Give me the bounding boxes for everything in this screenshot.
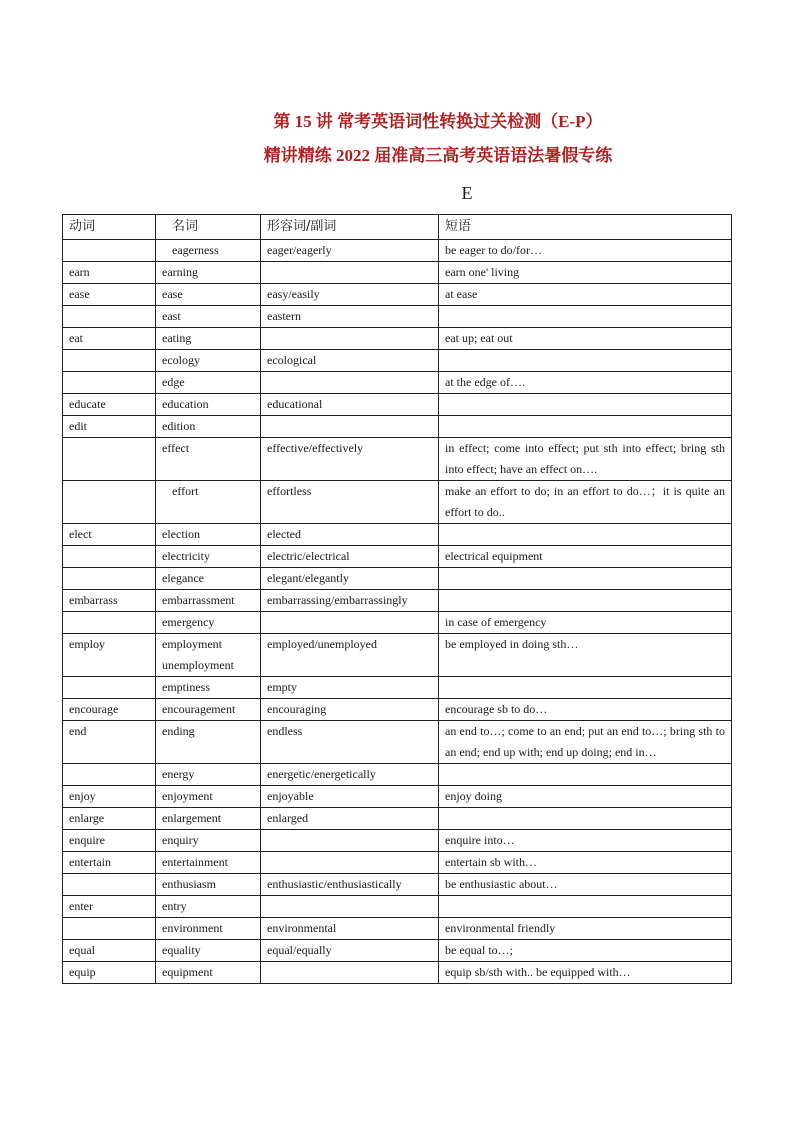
cell-noun: effect [156, 438, 261, 481]
cell-phrase [439, 524, 732, 546]
table-row [63, 634, 732, 677]
table-row [63, 896, 732, 918]
cell-adj-adv [261, 830, 439, 852]
cell-adj-adv [261, 612, 439, 634]
column-header-noun: 名词 [156, 215, 261, 240]
cell-noun: election [156, 524, 261, 546]
cell-adj-adv: embarrassing/embarrassingly [261, 590, 439, 612]
cell-noun: edition [156, 416, 261, 438]
cell-noun: energy [156, 764, 261, 786]
cell-phrase: be equal to…; [439, 940, 732, 962]
cell-verb [63, 350, 156, 372]
table-row [63, 394, 732, 416]
cell-phrase: be eager to do/for… [439, 240, 732, 262]
cell-phrase [439, 394, 732, 416]
cell-verb: earn [63, 262, 156, 284]
cell-adj-adv [261, 262, 439, 284]
cell-phrase [439, 306, 732, 328]
cell-verb: enlarge [63, 808, 156, 830]
cell-verb: eat [63, 328, 156, 350]
cell-phrase: enquire into… [439, 830, 732, 852]
cell-noun: electricity [156, 546, 261, 568]
column-header-verb: 动词 [63, 215, 156, 240]
cell-adj-adv: environmental [261, 918, 439, 940]
cell-verb [63, 438, 156, 481]
table-row [63, 764, 732, 786]
cell-phrase: earn one' living [439, 262, 732, 284]
cell-adj-adv: eastern [261, 306, 439, 328]
cell-phrase [439, 590, 732, 612]
cell-adj-adv: equal/equally [261, 940, 439, 962]
table-row [63, 262, 732, 284]
cell-phrase: environmental friendly [439, 918, 732, 940]
cell-verb [63, 677, 156, 699]
cell-verb [63, 764, 156, 786]
cell-noun: ease [156, 284, 261, 306]
cell-noun: equality [156, 940, 261, 962]
cell-adj-adv [261, 962, 439, 984]
cell-noun: encouragement [156, 699, 261, 721]
cell-noun: embarrassment [156, 590, 261, 612]
table-row [63, 416, 732, 438]
cell-adj-adv [261, 896, 439, 918]
page-subtitle: 精讲精练 2022 届准高三高考英语语法暑假专练 [263, 146, 613, 165]
cell-verb: enquire [63, 830, 156, 852]
cell-adj-adv: elected [261, 524, 439, 546]
cell-phrase [439, 568, 732, 590]
cell-phrase: encourage sb to do… [439, 699, 732, 721]
cell-adj-adv: eager/eagerly [261, 240, 439, 262]
cell-phrase: entertain sb with… [439, 852, 732, 874]
table-row [63, 568, 732, 590]
table-row [63, 721, 732, 764]
cell-verb: equip [63, 962, 156, 984]
cell-adj-adv: effortless [261, 481, 439, 524]
cell-adj-adv [261, 372, 439, 394]
cell-verb: equal [63, 940, 156, 962]
cell-noun: enlargement [156, 808, 261, 830]
table-row [63, 852, 732, 874]
cell-verb [63, 306, 156, 328]
cell-noun: effort [156, 481, 261, 524]
cell-adj-adv [261, 328, 439, 350]
cell-adj-adv: enjoyable [261, 786, 439, 808]
cell-adj-adv: empty [261, 677, 439, 699]
cell-adj-adv: encouraging [261, 699, 439, 721]
table-row [63, 808, 732, 830]
cell-verb [63, 481, 156, 524]
table-row [63, 677, 732, 699]
table-row [63, 546, 732, 568]
cell-verb [63, 612, 156, 634]
cell-phrase: at ease [439, 284, 732, 306]
cell-noun: ending [156, 721, 261, 764]
cell-phrase: at the edge of…. [439, 372, 732, 394]
cell-noun: employment unemployment [156, 634, 261, 677]
column-header-phrase: 短语 [439, 215, 732, 240]
cell-phrase: in effect; come into effect; put sth into effect; bring sth into effect; have an effect on…. [439, 438, 732, 481]
cell-verb [63, 918, 156, 940]
table-row [63, 699, 732, 721]
cell-adj-adv [261, 416, 439, 438]
cell-adj-adv: ecological [261, 350, 439, 372]
cell-phrase [439, 808, 732, 830]
cell-phrase: enjoy doing [439, 786, 732, 808]
column-header-adj-adv: 形容词/副词 [261, 215, 439, 240]
cell-phrase: make an effort to do; in an effort to do…；it is quite an effort to do.. [439, 481, 732, 524]
cell-verb: educate [63, 394, 156, 416]
cell-verb [63, 874, 156, 896]
cell-phrase: in case of emergency [439, 612, 732, 634]
cell-noun: elegance [156, 568, 261, 590]
cell-adj-adv: easy/easily [261, 284, 439, 306]
table-row [63, 962, 732, 984]
cell-noun: enquiry [156, 830, 261, 852]
table-header-row [63, 215, 732, 240]
page-title: 第 15 讲 常考英语词性转换过关检测（E-P） [273, 112, 603, 131]
table-row [63, 590, 732, 612]
cell-phrase [439, 416, 732, 438]
cell-adj-adv: effective/effectively [261, 438, 439, 481]
cell-noun: equipment [156, 962, 261, 984]
cell-noun: ecology [156, 350, 261, 372]
cell-phrase: eat up; eat out [439, 328, 732, 350]
section-letter: E [461, 183, 473, 203]
table-row [63, 830, 732, 852]
cell-adj-adv: educational [261, 394, 439, 416]
cell-phrase [439, 896, 732, 918]
table-row [63, 372, 732, 394]
cell-noun: east [156, 306, 261, 328]
cell-noun: edge [156, 372, 261, 394]
cell-adj-adv: employed/unemployed [261, 634, 439, 677]
cell-phrase: electrical equipment [439, 546, 732, 568]
cell-verb: embarrass [63, 590, 156, 612]
table-row [63, 524, 732, 546]
table-row [63, 438, 732, 481]
cell-verb: encourage [63, 699, 156, 721]
cell-noun: emptiness [156, 677, 261, 699]
cell-noun: entry [156, 896, 261, 918]
table-row [63, 940, 732, 962]
cell-noun: entertainment [156, 852, 261, 874]
cell-noun: environment [156, 918, 261, 940]
cell-verb [63, 568, 156, 590]
cell-phrase: an end to…; come to an end; put an end to…; bring sth to an end; end up with; end up doing; end in… [439, 721, 732, 764]
table-row [63, 350, 732, 372]
cell-noun: earning [156, 262, 261, 284]
cell-noun: education [156, 394, 261, 416]
cell-adj-adv: enlarged [261, 808, 439, 830]
table-row [63, 612, 732, 634]
cell-verb: ease [63, 284, 156, 306]
cell-phrase: be employed in doing sth… [439, 634, 732, 677]
cell-phrase: equip sb/sth with.. be equipped with… [439, 962, 732, 984]
word-forms-table [62, 214, 732, 984]
cell-phrase [439, 350, 732, 372]
table-row [63, 874, 732, 896]
table-row [63, 328, 732, 350]
table-row [63, 481, 732, 524]
cell-adj-adv [261, 852, 439, 874]
cell-noun: eating [156, 328, 261, 350]
cell-phrase: be enthusiastic about… [439, 874, 732, 896]
cell-adj-adv: energetic/energetically [261, 764, 439, 786]
cell-verb: enjoy [63, 786, 156, 808]
cell-adj-adv: electric/electrical [261, 546, 439, 568]
cell-noun: enthusiasm [156, 874, 261, 896]
cell-verb [63, 372, 156, 394]
table-row [63, 240, 732, 262]
cell-verb [63, 546, 156, 568]
cell-noun: eagerness [156, 240, 261, 262]
cell-verb: edit [63, 416, 156, 438]
table-body [63, 240, 732, 984]
cell-verb: elect [63, 524, 156, 546]
cell-phrase [439, 764, 732, 786]
cell-adj-adv: elegant/elegantly [261, 568, 439, 590]
table-row [63, 786, 732, 808]
cell-noun: enjoyment [156, 786, 261, 808]
cell-adj-adv: enthusiastic/enthusiastically [261, 874, 439, 896]
cell-verb: enter [63, 896, 156, 918]
cell-verb: employ [63, 634, 156, 677]
cell-phrase [439, 677, 732, 699]
cell-verb: entertain [63, 852, 156, 874]
table-row [63, 306, 732, 328]
cell-verb: end [63, 721, 156, 764]
table-row [63, 284, 732, 306]
cell-noun: emergency [156, 612, 261, 634]
cell-adj-adv: endless [261, 721, 439, 764]
cell-verb [63, 240, 156, 262]
table-row [63, 918, 732, 940]
